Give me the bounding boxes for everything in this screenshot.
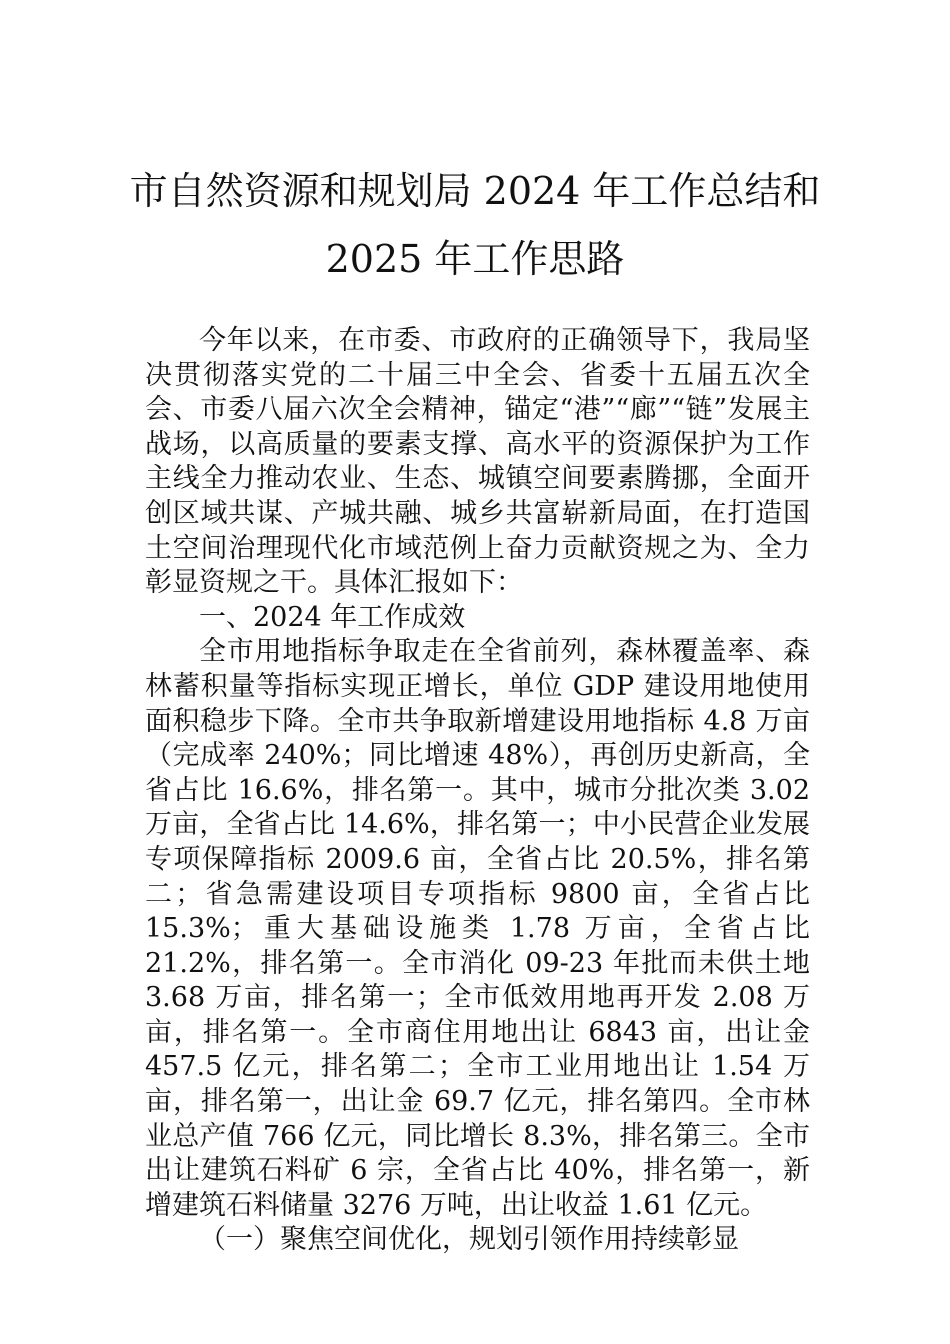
document-title-line-2: 2025 年工作思路 <box>325 237 625 281</box>
section-heading-1: 一、2024 年工作成效 <box>199 601 466 633</box>
document-title-line-1: 市自然资源和规划局 2024 年工作总结和 <box>129 169 821 213</box>
document-body <box>145 324 810 1258</box>
intro-paragraph: 今年以来，在市委、市政府的正确领导下，我局坚决贯彻落实党的二十届三中全会、省委十五届五次全会、市委八届六次全会精神，锚定“港”“廊”“链”发展主战场，以高质量的要素支撑、高水平的资源保护为工作主线全力推动农业、生态、城镇空间要素腾挪，全面开创区域共谋、产城共融、城乡共富崭新局面，在打造国土空间治理现代化市域范例上奋力贡献资规之为、全力彰显资规之干。具体汇报如下： <box>145 325 810 599</box>
subsection-heading-1: （一）聚焦空间优化，规划引领作用持续彰显 <box>199 1224 739 1256</box>
achievements-paragraph: 全市用地指标争取走在全省前列，森林覆盖率、森林蓄积量等指标实现正增长，单位 GDP 建设用地使用面积稳步下降。全市共争取新增建设用地指标 4.8 万亩（完成率 240%；同比增速 48%），再创历史新高，全省占比 16.6%，排名第一。其中，城市分批次类 3.02 万亩，全省占比 14.6%，排名第一；中小民营企业发展专项保障指标 2009.6 亩，全省占比 20.5%，排名第二；省急需建设项目专项指标 9800 亩，全省占比 15.3%；重大基础设施类 1.78 万亩，全省占比 21.2%，排名第一。全市消化 09-23 年批而未供土地 3.68 万亩，排名第一；全市低效用地再开发 2.08 万亩，排名第一。全市商住用地出让 6843 亩，出让金 457.5 亿元，排名第二；全市工业用地出让 1.54 万亩，排名第一，出让金 69.7 亿元，排名第四。全市林业总产值 766 亿元，同比增长 8.3%，排名第三。全市出让建筑石料矿 6 宗，全省占比 40%，排名第一，新增建筑石料储量 3276 万吨，出让收益 1.61 亿元。 <box>145 636 810 1221</box>
